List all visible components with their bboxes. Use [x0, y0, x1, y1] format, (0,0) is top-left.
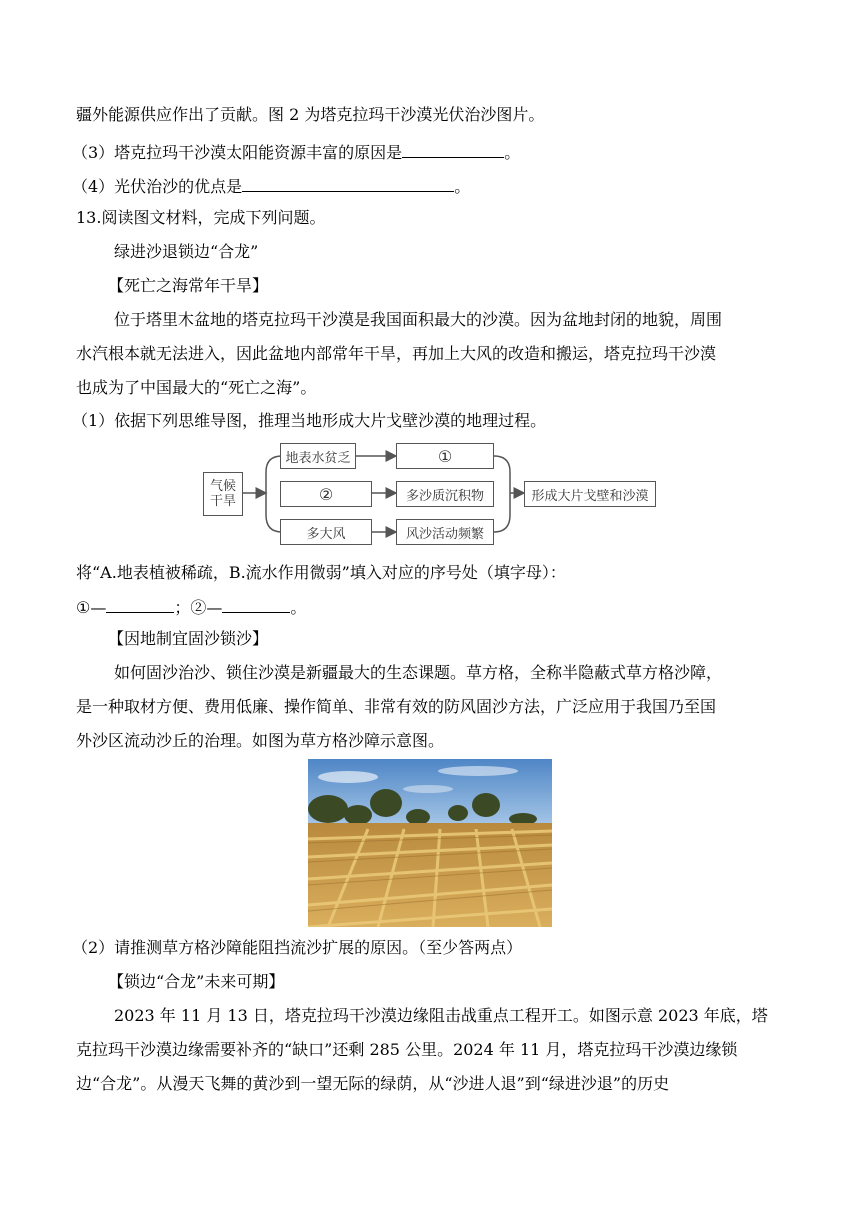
question-4 [72, 175, 470, 197]
section-heading-2: 【因地制宜固沙锁沙】 [108, 629, 269, 648]
section-heading-3: 【锁边“合龙”未来可期】 [108, 972, 285, 991]
text-line-1: 疆外能源供应作出了贡献。图 2 为塔克拉玛干沙漠光伏治沙图片。 [76, 105, 545, 124]
fill-answers [76, 596, 306, 618]
mind-map-start-node: 气候 干旱 [203, 472, 243, 516]
question-2: （2）请推测草方格沙障能阻挡流沙扩展的原因。（至少答两点） [72, 938, 523, 957]
fill-label-1: ①— [76, 598, 107, 617]
paragraph-3-line-3: 边“合龙”。从漫天飞舞的黄沙到一望无际的绿荫，从“沙进人退”到“绿进沙退”的历史 [76, 1074, 670, 1093]
section-heading-1: 【死亡之海常年干旱】 [108, 276, 269, 295]
paragraph-3-line-1: 2023 年 11 月 13 日，塔克拉玛干沙漠边缘阻击战重点工程开工。如图示意 2023 年底，塔 [114, 1006, 768, 1025]
fill-instruction: 将“A.地表植被稀疏，B.流水作用微弱”填入对应的序号处（填字母）： [76, 563, 566, 582]
fill-label-2: ；②— [174, 598, 223, 617]
answer-blank-3[interactable] [402, 141, 504, 158]
paragraph-1-line-3: 也成为了中国最大的“死亡之海”。 [76, 378, 317, 397]
question-13-heading: 13.阅读图文材料，完成下列问题。 [76, 208, 326, 227]
paragraph-2-line-2: 是一种取材方便、费用低廉、操作简单、非常有效的防风固沙方法，广泛应用于我国乃至国 [76, 697, 717, 716]
question-1: （1）依据下列思维导图，推理当地形成大片戈壁沙漠的地理过程。 [72, 411, 547, 430]
answer-blank-4[interactable] [242, 175, 454, 192]
question-3 [72, 141, 520, 163]
mind-map-node-sediment: 多沙质沉积物 [396, 481, 494, 507]
paragraph-1-line-1: 位于塔里木盆地的塔克拉玛干沙漠是我国面积最大的沙漠。因为盆地封闭的地貌，周围 [114, 310, 723, 329]
straw-checkerboard-photo [308, 759, 552, 927]
question-3-suffix: 。 [504, 143, 521, 162]
question-4-text: （4）光伏治沙的优点是 [72, 177, 243, 196]
mind-map-node-strong-wind: 多大风 [280, 519, 372, 545]
mind-map-node-blank-2: ② [280, 481, 372, 507]
mind-map-node-sand-activity: 风沙活动频繁 [396, 519, 494, 545]
question-3-text: （3）塔克拉玛干沙漠太阳能资源丰富的原因是 [72, 143, 403, 162]
mind-map-result-node: 形成大片戈壁和沙漠 [524, 481, 656, 507]
answer-blank-1[interactable] [106, 596, 174, 613]
paragraph-2-line-3: 外沙区流动沙丘的治理。如图为草方格沙障示意图。 [76, 731, 445, 750]
question-4-suffix: 。 [454, 177, 471, 196]
answer-blank-2[interactable] [222, 596, 290, 613]
paragraph-3-line-2: 克拉玛干沙漠边缘需要补齐的“缺口”还剩 285 公里。2024 年 11 月，塔克拉玛干沙漠边缘锁 [76, 1040, 738, 1059]
mind-map-node-surface-water: 地表水贫乏 [280, 443, 356, 469]
paragraph-1-line-2: 水汽根本就无法进入，因此盆地内部常年干旱，再加上大风的改造和搬运，塔克拉玛干沙漠 [76, 344, 717, 363]
fill-suffix: 。 [290, 598, 307, 617]
material-title: 绿进沙退锁边“合龙” [114, 242, 259, 261]
paragraph-2-line-1: 如何固沙治沙、锁住沙漠是新疆最大的生态课题。草方格，全称半隐蔽式草方格沙障， [114, 663, 723, 682]
mind-map-node-blank-1: ① [396, 443, 494, 469]
